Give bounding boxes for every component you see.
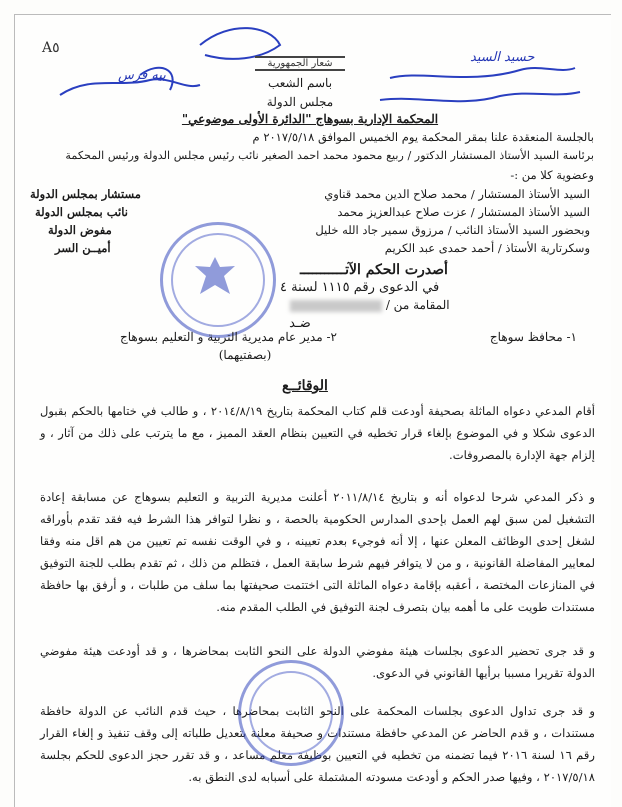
session-line: بالجلسة المنعقدة علنا بمقر المحكمة يوم الخميس الموافق ٢٠١٧/٥/١٨ م (252, 130, 594, 144)
filed-by (290, 298, 450, 312)
facts-heading: الوقائــع (282, 378, 328, 394)
defendant-1: ١- محافظ سوهاج (489, 330, 577, 344)
handwritten-note-left: بيه فرس (118, 68, 166, 83)
handwritten-note-right: حسيد السيد (470, 50, 535, 65)
member-name-3: وبحضور السيد الأستاذ النائب / مرزوق سمير جاد الله خليل (315, 223, 590, 237)
member-title-2: نائب بمجلس الدولة (35, 205, 128, 219)
eagle-emblem-icon (190, 252, 240, 302)
council-name: مجلس الدولة (266, 95, 334, 109)
paragraph-3: و قد جرى تحضير الدعوى بجلسات هيئة مفوضي الدولة على النحو الثابت بمحاضرها ، و قد أودعت هيئة مفوضي الدولة تقريرا مسببا برأيها القانوني في الدعوى. (40, 644, 595, 680)
corner-mark: A٥ (42, 40, 60, 56)
member-name-2: السيد الأستاذ المستشار / عزت صلاح عبدالعزيز محمد (337, 205, 590, 219)
member-title-1: مستشار بمجلس الدولة (30, 187, 141, 201)
presiding-line: برئاسة السيد الأستاذ المستشار الدكتور / ربيع محمود محمد احمد الصغير نائب رئيس مجلس الدولة ورئيس المحكمة (65, 149, 594, 162)
ruling-issued: أصدرت الحكم الآتـــــــــــ (300, 262, 448, 278)
defendants-capacity: (بصفتيهما) (218, 348, 272, 362)
paragraph-1: أقام المدعي دعواه الماثلة بصحيفة أودعت قلم كتاب المحكمة بتاريخ ٢٠١٤/٨/١٩ ، و طالب في ختامها بالحكم بقبول الدعوى شكلا و في الموضوع بإلغاء قرار تخطيه في التعيين بنظام العقد المميز ، مع ما يترتب على ذلك من آثار ، و إلزام جهة الإدارة بالمصروفات. (40, 404, 596, 462)
filed-by-label: المقامة من / (385, 298, 450, 312)
member-name-1: السيد الأستاذ المستشار / محمد صلاح الدين محمد قناوي (324, 187, 590, 201)
people-name: باسم الشعب (267, 76, 333, 90)
member-name-4: وسكرتارية الأستاذ / أحمد حمدى عبد الكريم (384, 241, 590, 255)
case-number: في الدعوى رقم ١١١٥ لسنة ٤ (280, 280, 440, 295)
defendant-2: ٢- مدير عام مديرية التربية و التعليم بسوهاج (120, 330, 337, 344)
paragraph-4: و قد جرى تداول الدعوى بجلسات المحكمة على النحو الثابت بمحاضرها ، حيث قدم النائب عن الدولة حافظة مستندات ، و قدم الحاضر عن المدعي حافظة مستندات و صحيفة معلنة بتعديل طلباته إلى وقف تنفيذ و إلغاء القرار رقم ١٦ لسنة ٢٠١٦ فيما تضمنه من تخطيه في التعيين بوظيفة معلم مساعد ، و قد تقرر حجز الدعوى للحكم بجلسة ٢٠١٧/٥/١٨ ، وفيها صدر الحكم و أودعت مسودته المشتملة على أسبابه لدى النطق به. (40, 704, 595, 784)
republic-logo: شعار الجمهورية (255, 56, 345, 71)
court-stamp-2 (238, 660, 344, 766)
member-title-3: مفوض الدولة (48, 223, 112, 237)
membership-line: وعضوية كلا من :- (510, 168, 594, 182)
paragraph-2: و ذكر المدعي شرحا لدعواه أنه و بتاريخ ٢٠١١/٨/١٤ أعلنت مديرية التربية و التعليم بسوهاج عن مسابقة إعادة التشغيل لمن سبق لهم العمل بإحدى المدارس الحكومية بالحصة ، و نظرا لتوافر هذا الشرط فيه فقد تقدم بأوراقه لشغل إحدى الوظائف المعلن عنها ، إلا أنه فوجيء بعدم تعيينه ، و في الوقت نفسه تم تعيين من هم اقل منه وفقا لمعايير المفاضلة القانونية ، و من لا يتوافر فيهم شرط سابقة العمل ، فتظلم من ذلك ، ثم تقدم بطلب للجنة التوفيق في المنازعات المختصة ، أعقبه بإقامة دعواه الماثلة التى اختتمت صحيفتها بما سلف من طلبات ، و أرفق بها حافظة مستندات طويت على ما أهمه بيان بتصرف لجنة التوفيق في الطلب المقدم منه. (40, 490, 596, 614)
court-name: المحكمة الإدارية بسوهاج "الدائرة الأولى موضوعي" (181, 112, 439, 126)
versus-label: ضـد (289, 316, 311, 331)
member-title-4: أميــن السر (55, 241, 111, 255)
redacted-name (290, 300, 382, 312)
